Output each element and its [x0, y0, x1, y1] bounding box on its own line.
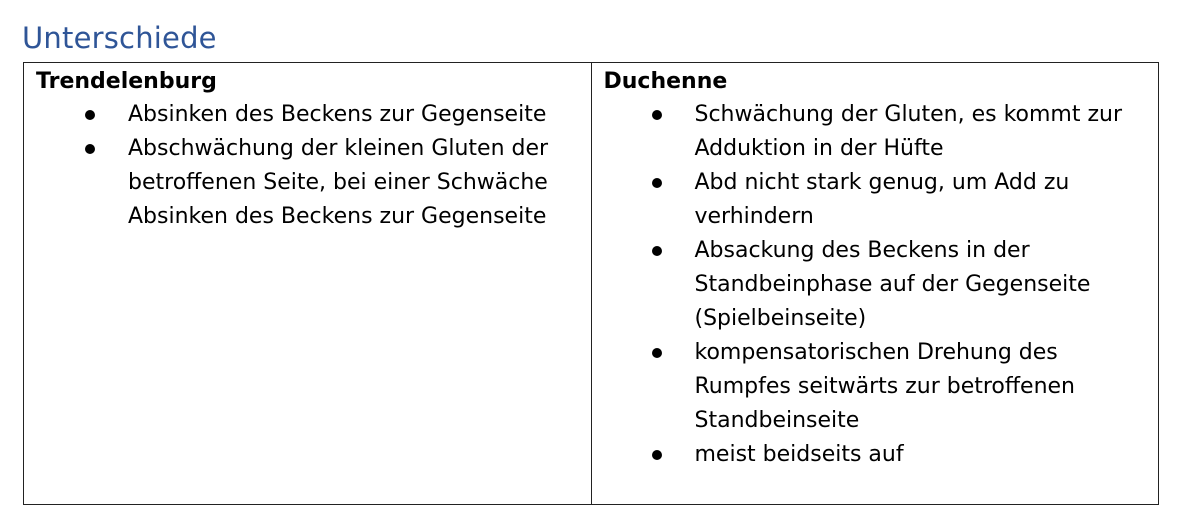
bullet-icon	[652, 450, 662, 460]
column-duchenne	[592, 63, 1159, 504]
column-title: Trendelenburg	[36, 69, 217, 94]
bullet-list	[24, 98, 579, 234]
column-trendelenburg	[24, 63, 592, 504]
list-item-text: Absinken des Beckens zur Gegenseite	[128, 102, 547, 127]
column-title: Duchenne	[603, 69, 728, 94]
list-item	[592, 336, 1147, 438]
list-item-text: Schwächung der Gluten, es kommt zur Adduktion in der Hüfte	[694, 102, 1123, 161]
list-item	[592, 438, 1147, 472]
section-heading: Unterschiede	[22, 21, 217, 55]
list-item	[24, 132, 579, 234]
bullet-icon	[85, 144, 95, 154]
list-item-text: Absackung des Beckens in der Standbeinphase auf der Gegenseite (Spielbeinseite)	[694, 238, 1091, 331]
list-item-text: Abschwächung der kleinen Gluten der betroffenen Seite, bei einer Schwäche Absinken des Beckens zur Gegenseite	[128, 136, 549, 229]
list-item	[24, 98, 579, 132]
list-item-text: meist beidseits auf	[694, 442, 904, 467]
bullet-list	[592, 98, 1147, 472]
list-item-text: kompensatorischen Drehung des Rumpfes seitwärts zur betroffenen Standbeinseite	[694, 340, 1075, 433]
bullet-icon	[652, 246, 662, 256]
list-item-text: Abd nicht stark genug, um Add zu verhindern	[694, 170, 1070, 229]
list-item	[592, 98, 1147, 166]
bullet-icon	[652, 178, 662, 188]
bullet-icon	[652, 110, 662, 120]
comparison-table	[23, 62, 1159, 505]
bullet-icon	[85, 110, 95, 120]
list-item	[592, 166, 1147, 234]
list-item	[592, 234, 1147, 336]
bullet-icon	[652, 348, 662, 358]
